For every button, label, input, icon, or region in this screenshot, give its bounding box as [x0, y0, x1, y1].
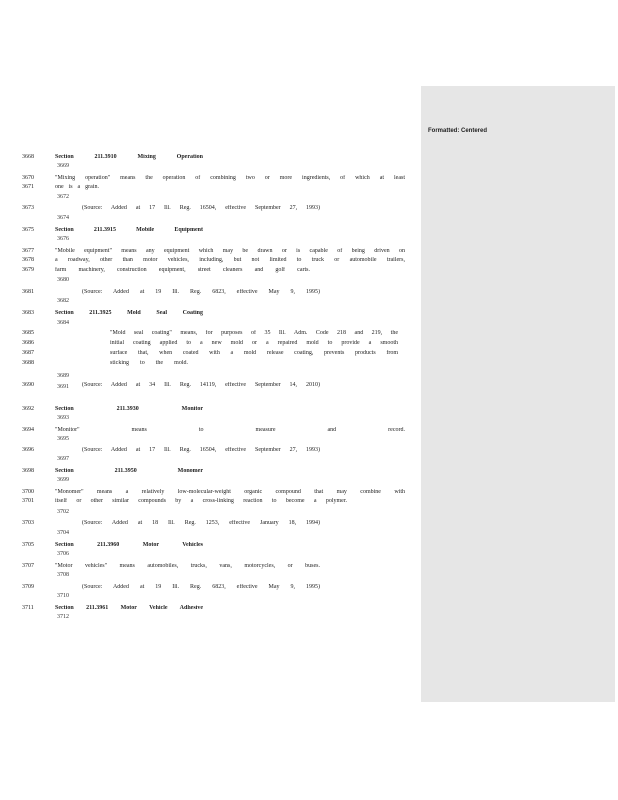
line-number: 3677: [22, 248, 34, 254]
source-note: (Source: Added at 17 Ill. Reg. 16504, effective September 27, 1993): [82, 447, 320, 453]
section-heading: Section 211.3950 Monomer: [55, 468, 203, 474]
paragraph-mark-number: 3706: [57, 551, 69, 557]
definition-text: farm machinery, construction equipment, street cleaners and golf carts.: [55, 267, 310, 273]
line-number: 3673: [22, 205, 34, 211]
definition-text: a roadway, other than motor vehicles, including, but not limited to truck or automobile trailers,: [55, 257, 405, 263]
paragraph-mark-number: 3693: [57, 415, 69, 421]
source-note: (Source: Added at 19 Ill. Reg. 6823, effective May 9, 1995): [82, 289, 320, 295]
line-number: 3694: [22, 427, 34, 433]
paragraph-mark-number: 3682: [57, 298, 69, 304]
line-number: 3671: [22, 184, 34, 190]
line-number: 3686: [22, 340, 34, 346]
paragraph-mark-number: 3708: [57, 572, 69, 578]
line-number: 3711: [22, 605, 34, 611]
line-number: 3696: [22, 447, 34, 453]
definition-text: "Motor vehicles" means automobiles, trucks, vans, motorcycles, or buses.: [55, 563, 320, 569]
section-heading: Section 211.3910 Mixing Operation: [55, 154, 203, 160]
paragraph-mark-number: 3712: [57, 614, 69, 620]
section-heading: Section 211.3961 Motor Vehicle Adhesive: [55, 605, 203, 611]
paragraph-mark-number: 3689: [57, 373, 69, 379]
line-number: 3698: [22, 468, 34, 474]
line-number: 3683: [22, 310, 34, 316]
line-number: 3701: [22, 498, 34, 504]
line-number: 3690: [22, 382, 34, 388]
line-number: 3709: [22, 584, 34, 590]
definition-text: "Mobile equipment" means any equipment which may be drawn or is capable of being driven on: [55, 248, 405, 254]
paragraph-mark-number: 3672: [57, 194, 69, 200]
paragraph-mark-number: 3695: [57, 436, 69, 442]
paragraph-mark-number: 3674: [57, 215, 69, 221]
paragraph-mark-number: 3702: [57, 509, 69, 515]
section-heading: Section 211.3915 Mobile Equipment: [55, 227, 203, 233]
section-heading: Section 211.3960 Motor Vehicles: [55, 542, 203, 548]
line-number: 3692: [22, 406, 34, 412]
definition-text: "Monitor" means to measure and record.: [55, 427, 405, 433]
paragraph-mark-number: 3669: [57, 163, 69, 169]
line-number: 3703: [22, 520, 34, 526]
line-number: 3678: [22, 257, 34, 263]
comment-pane: [421, 86, 615, 702]
line-number: 3681: [22, 289, 34, 295]
definition-text: "Mixing operation" means the operation of combining two or more ingredients, of which at least: [55, 175, 405, 181]
line-number: 3700: [22, 489, 34, 495]
line-number: 3687: [22, 350, 34, 356]
paragraph-mark-number: 3697: [57, 456, 69, 462]
paragraph-mark-number: 3691: [57, 384, 69, 390]
source-note: (Source: Added at 19 Ill. Reg. 6823, effective May 9, 1995): [82, 584, 320, 590]
definition-text: surface that, when coated with a mold release coating, prevents products from: [110, 350, 398, 356]
definition-text: itself or other similar compounds by a cross-linking reaction to become a polymer.: [55, 498, 347, 504]
source-note: (Source: Added at 34 Ill. Reg. 14119, effective September 14, 2010): [82, 382, 320, 388]
definition-text: "Monomer" means a relatively low-molecular-weight organic compound that may combine with: [55, 489, 405, 495]
definition-text: initial coating applied to a new mold or a repaired mold to provide a smooth: [110, 340, 398, 346]
comment-pane-title: Formatted: Centered: [428, 128, 488, 134]
paragraph-mark-number: 3710: [57, 593, 69, 599]
line-number: 3705: [22, 542, 34, 548]
paragraph-mark-number: 3680: [57, 277, 69, 283]
definition-text: sticking to the mold.: [110, 360, 188, 366]
line-number: 3685: [22, 330, 34, 336]
line-number: 3675: [22, 227, 34, 233]
line-number: 3707: [22, 563, 34, 569]
section-heading: Section 211.3925 Mold Seal Coating: [55, 310, 203, 316]
definition-text: one is a grain.: [55, 184, 99, 190]
definition-text: "Mold seal coating" means, for purposes of 35 Ill. Adm. Code 218 and 219, the: [110, 330, 398, 336]
line-number: 3679: [22, 267, 34, 273]
section-heading: Section 211.3930 Monitor: [55, 406, 203, 412]
source-note: (Source: Added at 18 Ill. Reg. 1253, effective January 18, 1994): [82, 520, 320, 526]
line-number: 3668: [22, 154, 34, 160]
paragraph-mark-number: 3699: [57, 477, 69, 483]
paragraph-mark-number: 3704: [57, 530, 69, 536]
line-number: 3688: [22, 360, 34, 366]
line-number: 3670: [22, 175, 34, 181]
paragraph-mark-number: 3684: [57, 320, 69, 326]
source-note: (Source: Added at 17 Ill. Reg. 16504, effective September 27, 1993): [82, 205, 320, 211]
paragraph-mark-number: 3676: [57, 236, 69, 242]
